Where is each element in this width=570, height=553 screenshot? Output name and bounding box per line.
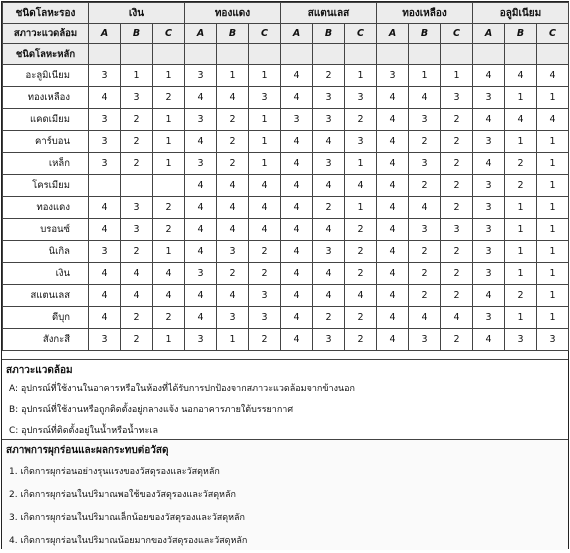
rating-cell: 1	[505, 197, 537, 219]
coating-metal-label: ชนิดโลหะรอง	[3, 3, 89, 24]
rating-cell: 4	[473, 285, 505, 307]
rating-cell: 1	[249, 65, 281, 87]
rating-cell: 4	[153, 263, 185, 285]
rating-cell: 3	[89, 153, 121, 175]
blank-cell	[153, 44, 185, 65]
environment-subheader: A	[281, 24, 313, 44]
rating-cell: 4	[89, 307, 121, 329]
rating-cell: 1	[537, 285, 569, 307]
rating-cell	[89, 175, 121, 197]
rating-cell: 4	[377, 175, 409, 197]
rating-cell: 2	[153, 219, 185, 241]
rating-cell: 4	[281, 65, 313, 87]
rating-cell: 2	[217, 109, 249, 131]
rating-cell: 4	[409, 307, 441, 329]
rating-cell: 4	[185, 87, 217, 109]
rating-cell: 1	[537, 87, 569, 109]
rating-cell: 1	[153, 241, 185, 263]
environment-subheader: B	[409, 24, 441, 44]
rating-cell: 4	[505, 65, 537, 87]
rating-cell: 2	[313, 65, 345, 87]
rating-cell: 2	[121, 153, 153, 175]
table-row	[3, 307, 569, 329]
rating-cell: 3	[121, 87, 153, 109]
rating-cell: 1	[217, 329, 249, 351]
rating-cell: 3	[185, 65, 217, 87]
rating-cell: 4	[217, 197, 249, 219]
base-metal-name: ดีบุก	[3, 307, 89, 329]
rating-cell: 3	[121, 219, 153, 241]
rating-cell: 4	[185, 131, 217, 153]
rating-cell: 4	[217, 175, 249, 197]
rating-cell: 1	[153, 109, 185, 131]
blank-cell	[313, 44, 345, 65]
rating-cell: 1	[441, 65, 473, 87]
rating-cell: 4	[185, 285, 217, 307]
rating-cell: 1	[505, 131, 537, 153]
rating-cell: 4	[377, 131, 409, 153]
blank-cell	[121, 44, 153, 65]
rating-cell: 4	[185, 241, 217, 263]
rating-cell: 2	[249, 241, 281, 263]
rating-cell: 1	[249, 131, 281, 153]
blank-cell	[249, 44, 281, 65]
base-metal-name: นิเกิล	[3, 241, 89, 263]
rating-cell: 4	[441, 307, 473, 329]
rating-cell: 4	[313, 219, 345, 241]
base-metal-name: แคดเมียม	[3, 109, 89, 131]
corrosion-note-item: 2. เกิดการผุกร่อนในปริมาณพอใช้ของวัสดุรองและวัสดุหลัก	[9, 490, 236, 500]
table-row	[3, 87, 569, 109]
rating-cell: 3	[313, 329, 345, 351]
rating-cell: 4	[281, 307, 313, 329]
rating-cell: 2	[345, 263, 377, 285]
rating-cell: 4	[377, 263, 409, 285]
environment-subheader: A	[473, 24, 505, 44]
rating-cell: 2	[441, 197, 473, 219]
rating-cell: 4	[281, 241, 313, 263]
rating-cell: 2	[217, 263, 249, 285]
rating-cell: 4	[249, 197, 281, 219]
rating-cell: 1	[505, 87, 537, 109]
blank-cell	[185, 44, 217, 65]
rating-cell: 4	[89, 263, 121, 285]
rating-cell: 2	[217, 131, 249, 153]
rating-cell: 1	[121, 65, 153, 87]
blank-cell	[409, 44, 441, 65]
environment-subheader: C	[249, 24, 281, 44]
rating-cell: 2	[345, 219, 377, 241]
rating-cell: 1	[153, 153, 185, 175]
environment-note-item: B: อุปกรณ์ที่ใช้งานหรือถูกติดตั้งอยู่กลางแจ้ง นอกอาคารภายใต้บรรยากาศ	[9, 405, 294, 415]
rating-cell: 2	[409, 241, 441, 263]
rating-cell: 1	[537, 241, 569, 263]
rating-cell: 3	[345, 87, 377, 109]
rating-cell: 3	[185, 153, 217, 175]
rating-cell: 3	[185, 263, 217, 285]
blank-cell	[473, 44, 505, 65]
environment-subheader: A	[89, 24, 121, 44]
rating-cell: 4	[89, 197, 121, 219]
rating-cell: 3	[441, 219, 473, 241]
rating-cell: 4	[185, 175, 217, 197]
environment-notes-title: สภาวะแวดล้อม	[6, 365, 73, 376]
rating-cell: 2	[345, 241, 377, 263]
rating-cell: 1	[537, 219, 569, 241]
rating-cell: 3	[313, 109, 345, 131]
base-metal-label: ชนิดโลหะหลัก	[3, 44, 89, 65]
environment-note-item: A: อุปกรณ์ที่ใช้งานในอาคารหรือในห้องที่ได้รับการปกป้องจากสภาวะแวดล้อมจากข้างนอก	[9, 384, 355, 394]
table-row	[3, 153, 569, 175]
table-row	[3, 285, 569, 307]
rating-cell: 2	[441, 241, 473, 263]
base-metal-name: เหล็ก	[3, 153, 89, 175]
rating-cell: 4	[89, 87, 121, 109]
header-row-environments	[3, 24, 569, 44]
rating-cell: 3	[409, 109, 441, 131]
rating-cell: 4	[281, 197, 313, 219]
rating-cell: 4	[249, 219, 281, 241]
rating-cell: 4	[217, 219, 249, 241]
rating-cell: 3	[89, 109, 121, 131]
rating-cell: 4	[281, 87, 313, 109]
corrosion-notes	[2, 439, 568, 550]
rating-cell: 3	[441, 87, 473, 109]
environment-label: สภาวะแวดล้อม	[3, 24, 89, 44]
table-row	[3, 131, 569, 153]
rating-cell: 4	[409, 87, 441, 109]
rating-cell: 1	[505, 307, 537, 329]
corrosion-note-item: 3. เกิดการผุกร่อนในปริมาณเล็กน้อยของวัสดุรองและวัสดุหลัก	[9, 513, 245, 523]
rating-cell: 2	[409, 285, 441, 307]
rating-cell: 4	[185, 219, 217, 241]
rating-cell: 3	[409, 153, 441, 175]
rating-cell: 2	[409, 175, 441, 197]
rating-cell: 3	[89, 329, 121, 351]
rating-cell: 2	[121, 307, 153, 329]
rating-cell: 3	[89, 131, 121, 153]
rating-cell: 4	[537, 65, 569, 87]
rating-cell: 3	[377, 65, 409, 87]
rating-cell: 4	[345, 175, 377, 197]
corrosion-note-item: 4. เกิดการผุกร่อนในปริมาณน้อยมากของวัสดุรองและวัสดุหลัก	[9, 536, 248, 546]
rating-cell: 4	[281, 263, 313, 285]
rating-cell: 2	[505, 153, 537, 175]
environment-notes	[2, 359, 568, 439]
rating-cell: 3	[121, 197, 153, 219]
rating-cell: 4	[313, 285, 345, 307]
environment-subheader: B	[217, 24, 249, 44]
table-row	[3, 263, 569, 285]
blank-cell	[345, 44, 377, 65]
rating-cell: 4	[377, 241, 409, 263]
rating-cell: 2	[441, 131, 473, 153]
rating-cell: 2	[153, 197, 185, 219]
rating-cell: 2	[409, 263, 441, 285]
rating-cell: 1	[537, 263, 569, 285]
rating-cell: 4	[377, 87, 409, 109]
blank-cell	[505, 44, 537, 65]
rating-cell: 1	[537, 131, 569, 153]
rating-cell: 1	[505, 241, 537, 263]
rating-cell: 2	[441, 153, 473, 175]
rating-cell: 3	[89, 65, 121, 87]
environment-subheader: C	[153, 24, 185, 44]
rating-cell: 3	[185, 109, 217, 131]
rating-cell: 2	[121, 131, 153, 153]
rating-cell: 4	[473, 109, 505, 131]
rating-cell: 3	[409, 219, 441, 241]
rating-cell: 1	[537, 153, 569, 175]
rating-cell: 3	[313, 153, 345, 175]
rating-cell: 2	[441, 329, 473, 351]
rating-cell: 3	[473, 131, 505, 153]
rating-cell: 2	[345, 109, 377, 131]
rating-cell: 1	[505, 219, 537, 241]
rating-cell: 2	[313, 307, 345, 329]
rating-cell: 3	[409, 329, 441, 351]
rating-cell: 1	[537, 175, 569, 197]
group-header: ทองเหลือง	[377, 3, 473, 24]
rating-cell	[153, 175, 185, 197]
rating-cell: 4	[185, 197, 217, 219]
rating-cell: 3	[313, 87, 345, 109]
rating-cell: 3	[473, 175, 505, 197]
rating-cell: 2	[249, 263, 281, 285]
rating-cell: 4	[377, 153, 409, 175]
blank-cell	[441, 44, 473, 65]
rating-cell: 4	[377, 307, 409, 329]
environment-subheader: C	[345, 24, 377, 44]
blank-cell	[377, 44, 409, 65]
rating-cell: 1	[505, 263, 537, 285]
rating-cell: 3	[217, 241, 249, 263]
rating-cell: 2	[409, 131, 441, 153]
rating-cell: 4	[281, 175, 313, 197]
rating-cell: 2	[153, 307, 185, 329]
rating-cell: 1	[537, 307, 569, 329]
group-header: เงิน	[89, 3, 185, 24]
rating-cell: 2	[505, 175, 537, 197]
metal-compatibility-table	[2, 2, 569, 351]
base-metal-name: สแตนเลส	[3, 285, 89, 307]
table-row	[3, 175, 569, 197]
rating-cell: 2	[313, 197, 345, 219]
rating-cell: 2	[249, 329, 281, 351]
rating-cell: 4	[313, 131, 345, 153]
rating-cell: 3	[185, 329, 217, 351]
rating-cell: 4	[281, 153, 313, 175]
rating-cell: 1	[217, 65, 249, 87]
rating-cell: 1	[153, 329, 185, 351]
rating-cell: 1	[153, 131, 185, 153]
corrosion-note-item: 1. เกิดการผุกร่อนอย่างรุนแรงของวัสดุรองและวัสดุหลัก	[9, 467, 220, 477]
rating-cell: 3	[473, 241, 505, 263]
rating-cell: 1	[537, 197, 569, 219]
rating-cell: 3	[249, 285, 281, 307]
rating-cell: 3	[473, 197, 505, 219]
rating-cell: 4	[377, 197, 409, 219]
table-row	[3, 241, 569, 263]
environment-note-item: C: อุปกรณ์ที่ติดตั้งอยู่ในน้ำหรือน้ำทะเล	[9, 426, 158, 436]
environment-subheader: B	[121, 24, 153, 44]
rating-cell: 4	[153, 285, 185, 307]
rating-cell: 4	[281, 219, 313, 241]
base-metal-name: บรอนซ์	[3, 219, 89, 241]
rating-cell: 1	[409, 65, 441, 87]
rating-cell: 3	[313, 241, 345, 263]
rating-cell: 4	[377, 109, 409, 131]
rating-cell: 4	[313, 263, 345, 285]
environment-subheader: B	[505, 24, 537, 44]
header-row-base-metal	[3, 44, 569, 65]
rating-cell: 2	[153, 87, 185, 109]
rating-cell: 3	[473, 307, 505, 329]
environment-subheader: A	[185, 24, 217, 44]
base-metal-name: สังกะสี	[3, 329, 89, 351]
rating-cell: 4	[217, 285, 249, 307]
rating-cell: 4	[537, 109, 569, 131]
rating-cell: 4	[217, 87, 249, 109]
rating-cell: 4	[473, 65, 505, 87]
rating-cell: 3	[345, 131, 377, 153]
corrosion-notes-title: สภาพการผุกร่อนและผลกระทบต่อวัสดุ	[6, 445, 169, 456]
base-metal-name: ทองแดง	[3, 197, 89, 219]
rating-cell: 4	[377, 329, 409, 351]
blank-cell	[281, 44, 313, 65]
rating-cell: 1	[345, 197, 377, 219]
environment-subheader: B	[313, 24, 345, 44]
rating-cell: 2	[345, 329, 377, 351]
compatibility-document	[1, 1, 569, 549]
environment-subheader: A	[377, 24, 409, 44]
rating-cell: 2	[505, 285, 537, 307]
base-metal-name: คาร์บอน	[3, 131, 89, 153]
rating-cell: 4	[345, 285, 377, 307]
rating-cell: 1	[345, 65, 377, 87]
rating-cell: 3	[505, 329, 537, 351]
rating-cell	[121, 175, 153, 197]
rating-cell: 3	[281, 109, 313, 131]
rating-cell: 2	[441, 263, 473, 285]
rating-cell: 2	[441, 109, 473, 131]
rating-cell: 1	[345, 153, 377, 175]
group-header: ทองแดง	[185, 3, 281, 24]
rating-cell: 3	[537, 329, 569, 351]
table-row	[3, 109, 569, 131]
blank-cell	[89, 44, 121, 65]
rating-cell: 2	[345, 307, 377, 329]
rating-cell: 1	[249, 153, 281, 175]
blank-cell	[537, 44, 569, 65]
rating-cell: 4	[505, 109, 537, 131]
rating-cell: 4	[377, 285, 409, 307]
group-header: อลูมิเนียม	[473, 3, 569, 24]
environment-subheader: C	[537, 24, 569, 44]
rating-cell: 2	[217, 153, 249, 175]
rating-cell: 3	[217, 307, 249, 329]
rating-cell: 3	[473, 87, 505, 109]
rating-cell: 4	[89, 219, 121, 241]
rating-cell: 4	[121, 263, 153, 285]
header-row-groups	[3, 3, 569, 24]
rating-cell: 2	[121, 241, 153, 263]
rating-cell: 3	[249, 87, 281, 109]
rating-cell: 4	[249, 175, 281, 197]
table-row	[3, 197, 569, 219]
table-row	[3, 329, 569, 351]
rating-cell: 2	[121, 109, 153, 131]
rating-cell: 4	[409, 197, 441, 219]
rating-cell: 4	[281, 285, 313, 307]
rating-cell: 2	[441, 285, 473, 307]
rating-cell: 1	[153, 65, 185, 87]
base-metal-name: อะลูมิเนียม	[3, 65, 89, 87]
rating-cell: 4	[281, 131, 313, 153]
rating-cell: 4	[473, 329, 505, 351]
rating-cell: 4	[185, 307, 217, 329]
base-metal-name: เงิน	[3, 263, 89, 285]
rating-cell: 4	[313, 175, 345, 197]
rating-cell: 4	[377, 219, 409, 241]
rating-cell: 3	[473, 263, 505, 285]
environment-subheader: C	[441, 24, 473, 44]
rating-cell: 3	[89, 241, 121, 263]
rating-cell: 3	[249, 307, 281, 329]
rating-cell: 4	[473, 153, 505, 175]
rating-cell: 4	[89, 285, 121, 307]
base-metal-name: ทองเหลือง	[3, 87, 89, 109]
rating-cell: 4	[121, 285, 153, 307]
rating-cell: 3	[473, 219, 505, 241]
table-row	[3, 65, 569, 87]
rating-cell: 4	[281, 329, 313, 351]
blank-cell	[217, 44, 249, 65]
rating-cell: 2	[121, 329, 153, 351]
group-header: สแตนเลส	[281, 3, 377, 24]
base-metal-name: โครเมียม	[3, 175, 89, 197]
table-row	[3, 219, 569, 241]
rating-cell: 2	[441, 175, 473, 197]
rating-cell: 1	[249, 109, 281, 131]
